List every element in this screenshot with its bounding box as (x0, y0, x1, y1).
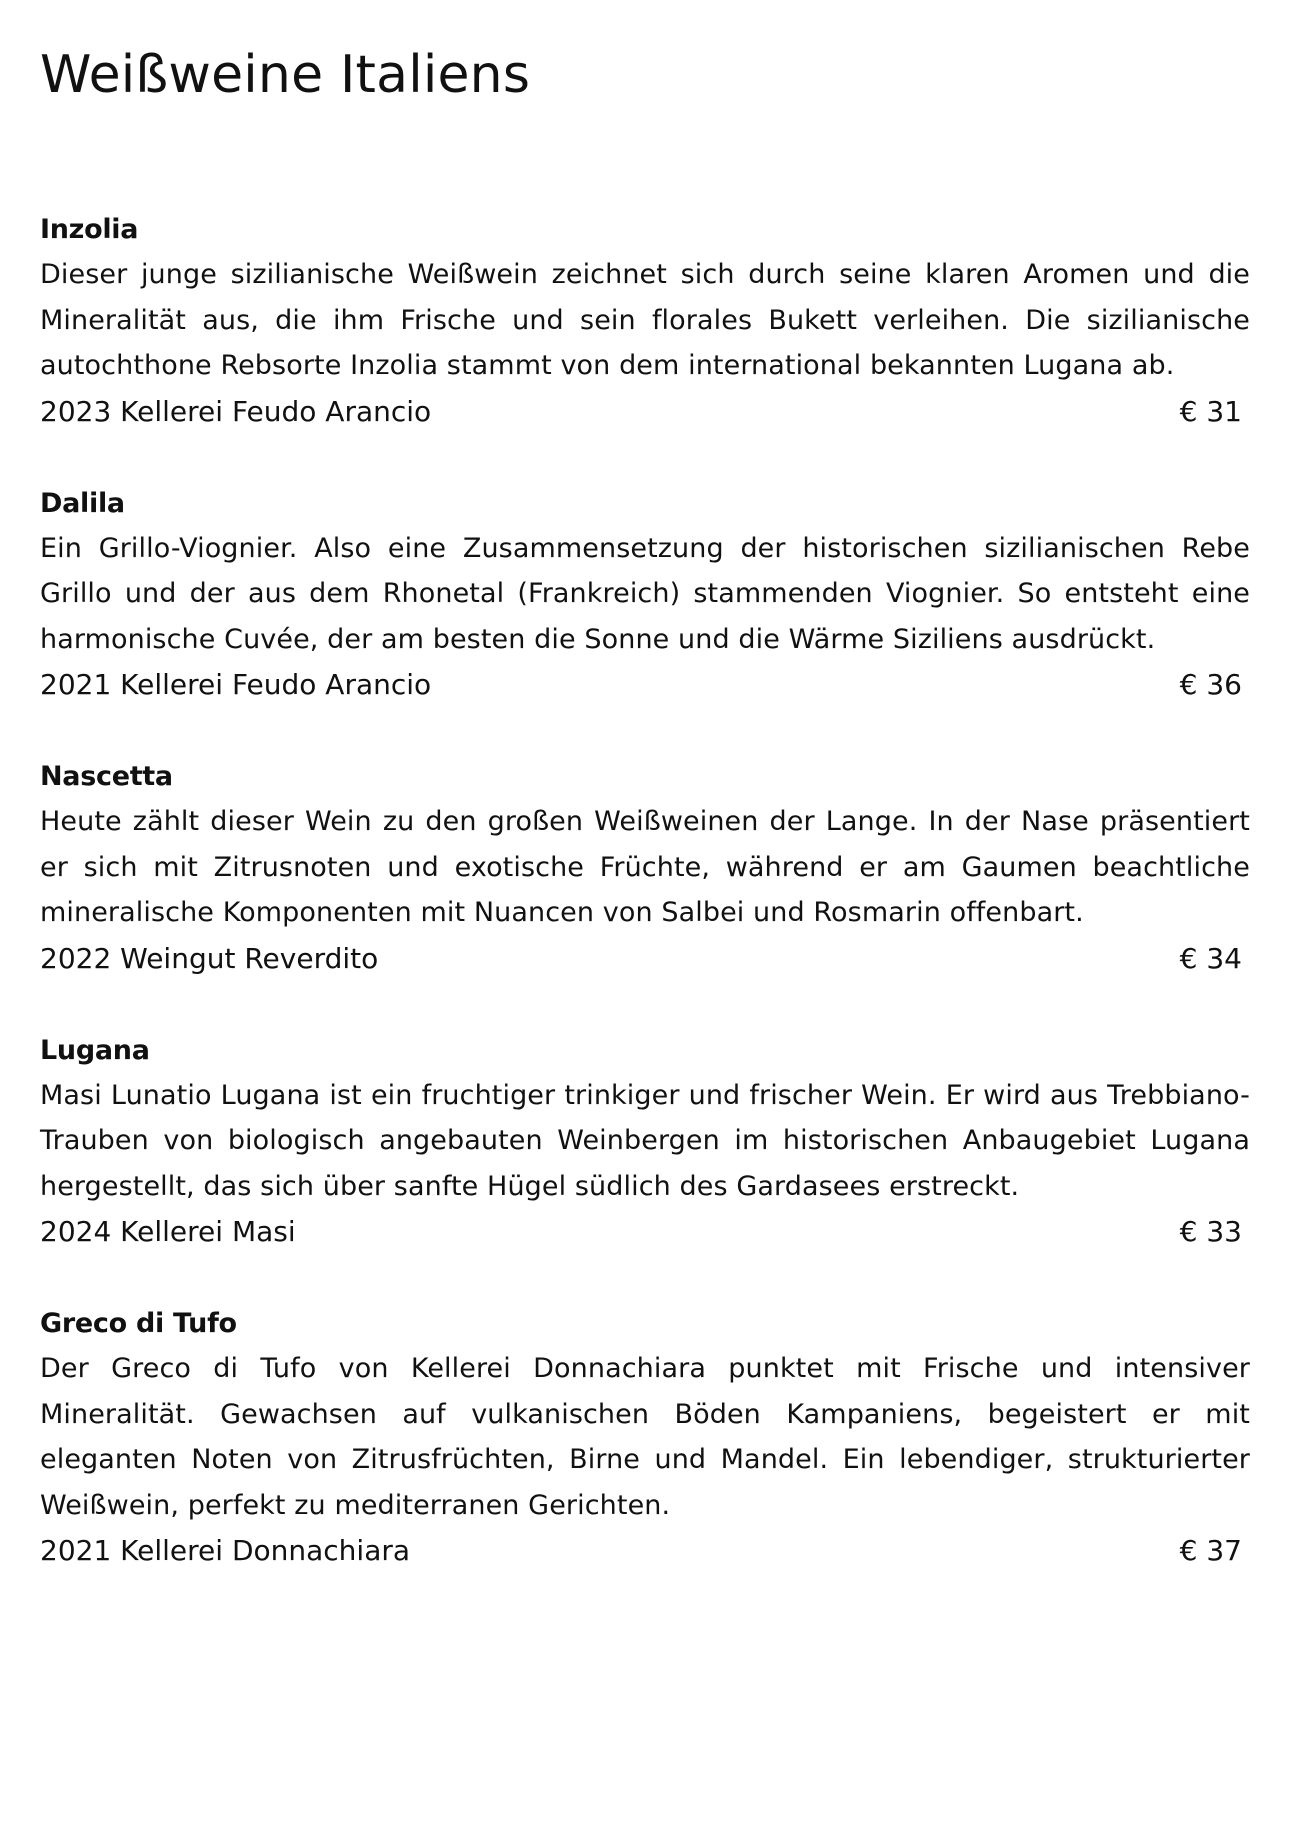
wine-price: € 34 (1179, 941, 1242, 975)
wine-description: Heute zählt dieser Wein zu den großen Weißweinen der Lange. In der Nase präsentiert er sich mit Zitrusnoten und exotische Früchte, während er am Gaumen beachtliche mineralische Komponenten mit Nuancen von Salbei und Rosmarin offenbart. (40, 806, 1250, 928)
wine-vintage-producer: 2023 Kellerei Feudo Arancio (40, 394, 432, 428)
wine-name: Inzolia (40, 214, 139, 245)
wine-description: Masi Lunatio Lugana ist ein fruchtiger trinkiger und frischer Wein. Er wird aus Trebbiano-Trauben von biologisch angebauten Weinbergen im historischen Anbaugebiet Lugana hergestellt, das sich über sanfte Hügel südlich des Gardasees erstreckt. (40, 1079, 1250, 1202)
wine-name: Dalila (40, 487, 125, 519)
wine-vintage-producer: 2021 Kellerei Feudo Arancio (40, 668, 432, 701)
page-title: Weißweine Italiens (40, 45, 531, 105)
wine-name: Greco di Tufo (40, 1308, 237, 1339)
wine-entry-greco-di-tufo (40, 1301, 1250, 1573)
wine-vintage-producer: 2022 Weingut Reverdito (40, 941, 379, 975)
wine-footer (40, 389, 1250, 434)
wine-footer (40, 936, 1250, 981)
wine-description: Ein Grillo-Viognier. Also eine Zusammensetzung der historischen sizilianischen Rebe Grillo und der aus dem Rhonetal (Frankreich) stammenden Viognier. So entsteht eine harmonische Cuvée, der am besten die Sonne und die Wärme Siziliens ausdrückt. (40, 532, 1250, 655)
wine-footer (40, 1528, 1250, 1573)
wine-price: € 31 (1179, 394, 1242, 428)
wine-vintage-producer: 2024 Kellerei Masi (40, 1215, 296, 1248)
wine-name: Lugana (40, 1034, 150, 1066)
wine-description: Der Greco di Tufo von Kellerei Donnachiara punktet mit Frische und intensiver Mineralität. Gewachsen auf vulkanischen Böden Kampaniens, begeistert er mit eleganten Noten von Zitrusfrüchten, Birne und Mandel. Ein lebendiger, strukturierter Weißwein, perfekt zu mediterranen Gerichten. (40, 1353, 1250, 1521)
wine-entry-inzolia (40, 207, 1250, 434)
wine-description: Dieser junge sizilianische Weißwein zeichnet sich durch seine klaren Aromen und die Mineralität aus, die ihm Frische und sein florales Bukett verleihen. Die sizilianische autochthone Rebsorte Inzolia stammt von dem international bekannten Lugana ab. (40, 259, 1250, 381)
wine-price: € 36 (1179, 668, 1242, 701)
wine-name: Nascetta (40, 761, 173, 792)
wine-list (40, 207, 1250, 1573)
wine-entry-dalila (40, 481, 1250, 708)
wine-price: € 37 (1179, 1534, 1242, 1567)
wine-entry-lugana (40, 1028, 1250, 1255)
wine-price: € 33 (1179, 1215, 1242, 1248)
wine-vintage-producer: 2021 Kellerei Donnachiara (40, 1534, 411, 1567)
wine-entry-nascetta (40, 754, 1250, 981)
wine-footer (40, 1209, 1250, 1254)
wine-footer (40, 662, 1250, 707)
